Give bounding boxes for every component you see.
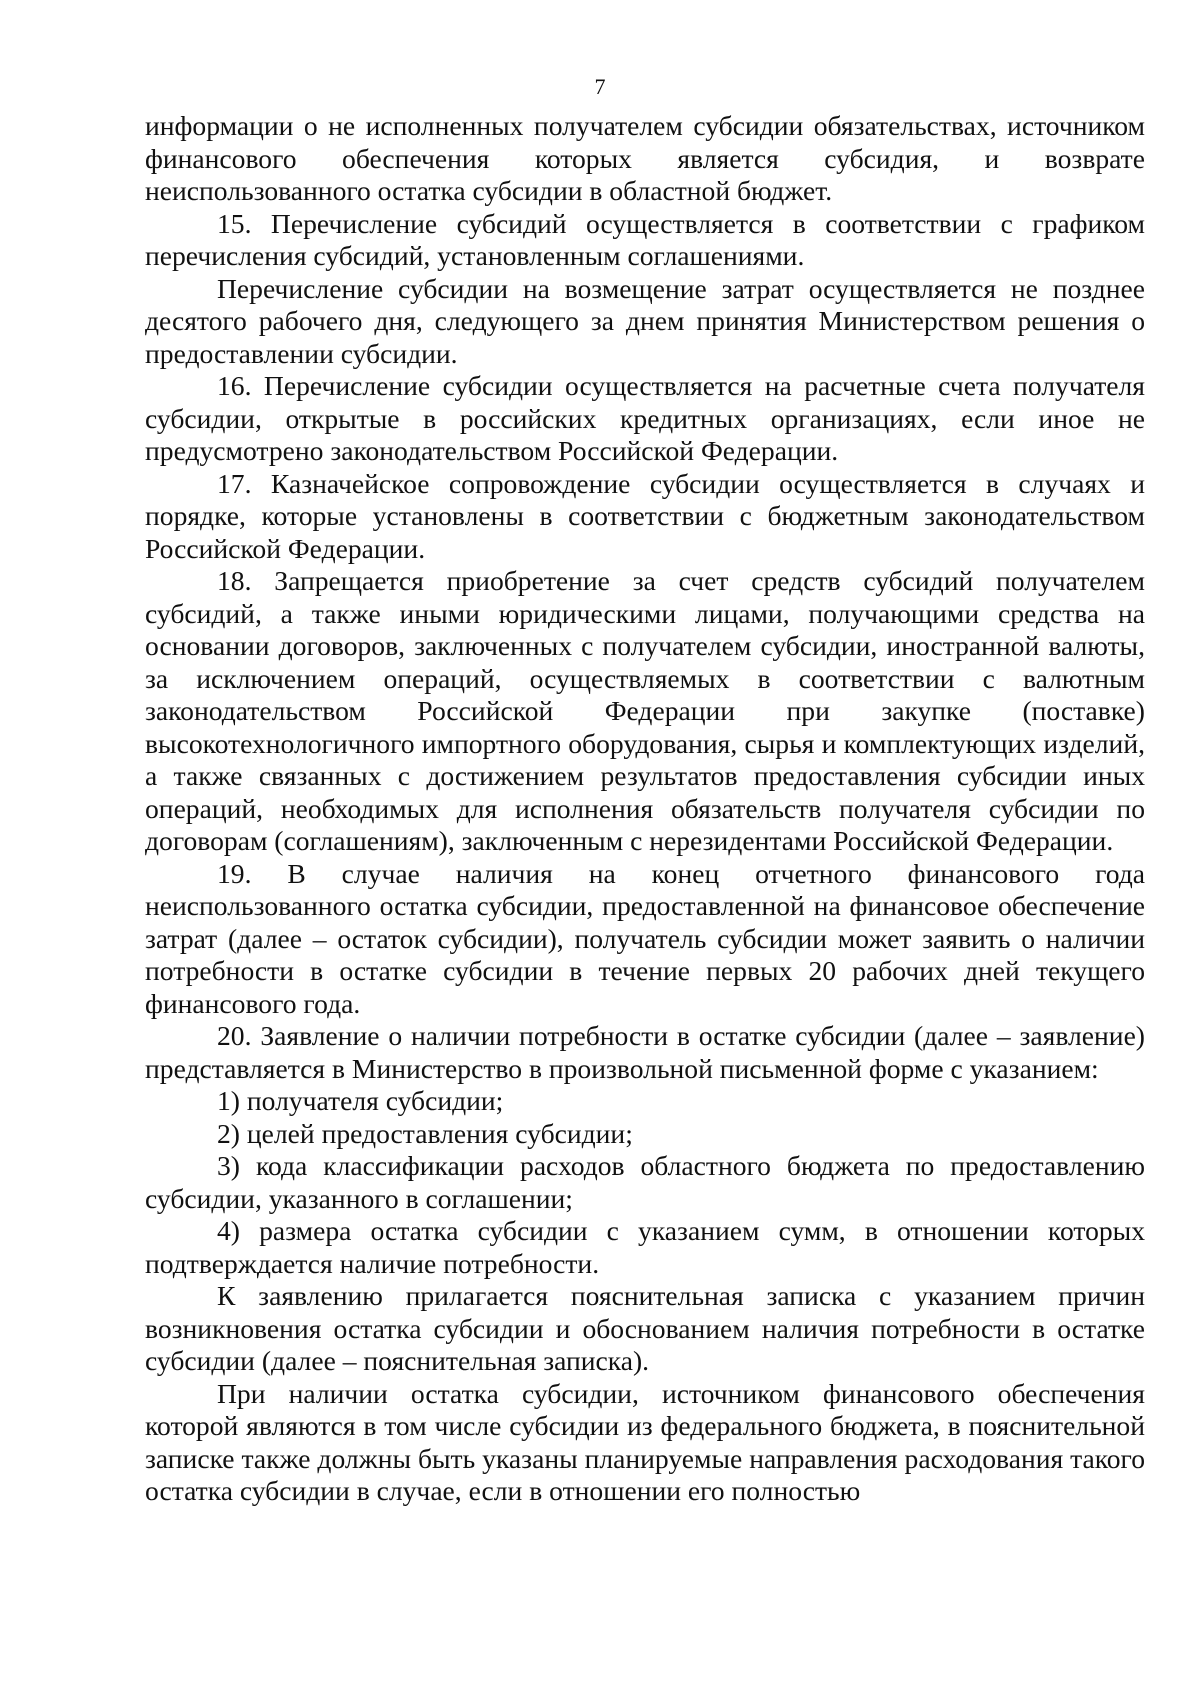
paragraph: 1) получателя субсидии;	[217, 1085, 504, 1116]
paragraph: 15. Перечисление субсидий осуществляется в соответствии с графиком перечисления субсидий, установленным соглашениями.	[145, 207, 1145, 271]
paragraph: 17. Казначейское сопровождение субсидии осуществляется в случаях и порядке, которые установлены в соответствии с бюджетным законодательством Российской Федерации.	[145, 467, 1145, 564]
paragraph: информации о не исполненных получателем субсидии обязательствах, источником финансового обеспечения которых является субсидия, и возврате неиспользованного остатка субсидии в областной бюджет.	[145, 110, 1145, 206]
paragraph: Перечисление субсидии на возмещение затрат осуществляется не позднее десятого рабочего дня, следующего за днем принятия Министерством решения о предоставлении субсидии.	[145, 272, 1145, 369]
paragraph: 19. В случае наличия на конец отчетного финансового года неиспользованного остатка субсидии, предоставленной на финансовое обеспечение затрат (далее – остаток субсидии), получатель субсидии может заявить о наличии потребности в остатке субсидии в течение первых 20 рабочих дней текущего финансового года.	[145, 857, 1145, 1019]
paragraph: 18. Запрещается приобретение за счет средств субсидий получателем субсидий, а также иными юридическими лицами, получающими средства на основании договоров, заключенных с получателем субсидии, иностранной валюты, за исключением операций, осуществляемых в соответствии с валютным законодательством Российской Федерации при закупке (поставке) высокотехнологичного импортного оборудования, сырья и комплектующих изделий, а также связанных с достижением результатов предоставления субсидии иных операций, необходимых для исполнения обязательств получателя субсидии по договорам (соглашениям), заключенным с нерезидентами Российской Федерации.	[145, 565, 1145, 856]
paragraph: При наличии остатка субсидии, источником финансового обеспечения которой являются в том числе субсидии из федерального бюджета, в пояснительной записке также должны быть указаны планируемые направления расходования такого остатка субсидии в случае, если в отношении его полностью	[145, 1377, 1145, 1506]
paragraph: 4) размера остатка субсидии с указанием сумм, в отношении которых подтверждается наличие потребности.	[145, 1215, 1145, 1279]
paragraph: 3) кода классификации расходов областного бюджета по предоставлению субсидии, указанного в соглашении;	[145, 1150, 1145, 1214]
document-body	[145, 110, 1145, 1508]
paragraph: 2) целей предоставления субсидии;	[217, 1117, 633, 1149]
paragraph: 16. Перечисление субсидии осуществляется на расчетные счета получателя субсидии, открытые в российских кредитных организациях, если иное не предусмотрено законодательством Российской Федерации.	[145, 370, 1145, 466]
paragraph: К заявлению прилагается пояснительная записка с указанием причин возникновения остатка субсидии и обоснованием наличия потребности в остатке субсидии (далее – пояснительная записка).	[145, 1280, 1145, 1376]
paragraph: 20. Заявление о наличии потребности в остатке субсидии (далее – заявление) представляется в Министерство в произвольной письменной форме с указанием:	[145, 1020, 1145, 1084]
page-number: 7	[594, 74, 606, 99]
